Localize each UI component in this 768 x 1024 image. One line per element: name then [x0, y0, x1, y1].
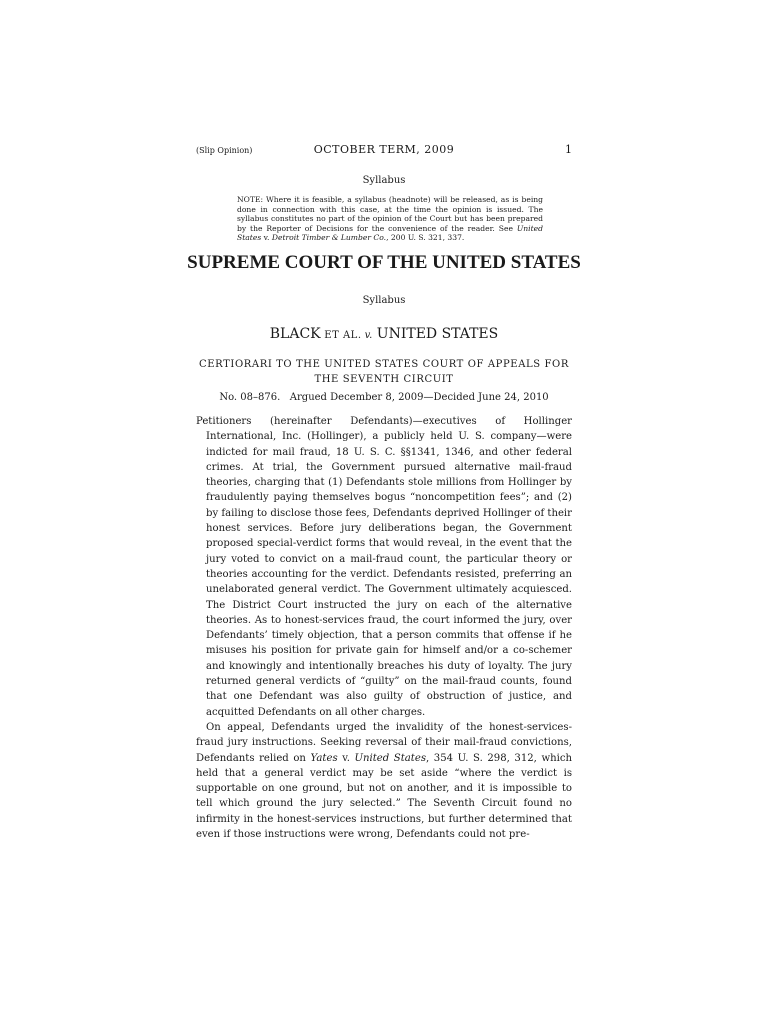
syllabus-body [196, 414, 572, 842]
page-number: 1 [565, 143, 572, 156]
certiorari-line-2: THE SEVENTH CIRCUIT [314, 374, 454, 385]
caption-party-b: UNITED STATES [372, 326, 499, 342]
para2-case-a: Yates [310, 752, 338, 764]
slip-opinion-label: (Slip Opinion) [196, 146, 253, 155]
certiorari-line-1: CERTIORARI TO THE UNITED STATES COURT OF APPEALS FOR [199, 359, 569, 370]
case-caption [0, 326, 768, 342]
syllabus-paragraph-1: Petitioners (hereinafter Defendants)—executives of Hollinger International, Inc. (Hollinger), a publicly held U. S. company—were indicted for mail fraud, 18 U. S. C. §§1341, 1346, and other federal crimes. At trial, the Government pursued alternative mail-fraud theories, charging that (1) Defendants stole millions from Hollinger by fraudulently paying themselves bogus “noncompetition fees”; and (2) by failing to disclose those fees, Defendants deprived Hollinger of their honest services. Before jury deliberations began, the Government proposed special-verdict forms that would reveal, in the event that the jury voted to convict on a mail-fraud count, the particular theory or theories accounting for the verdict. Defendants resisted, preferring an unelaborated general verdict. The Government ultimately acquiesced. The District Court instructed the jury on each of the alternative theories. As to honest-services fraud, the court informed the jury, over Defendants’ timely objection, that a person commits that offense if he misuses his position for private gain for himself and/or a co-schemer and knowingly and intentionally breaches his duty of loyalty. The jury returned general verdicts of “guilty” on the mail-fraud counts, found that one Defendant was also guilty of obstruction of justice, and acquitted Defendants on all other charges. [196, 416, 572, 718]
syllabus-heading: Syllabus [362, 295, 406, 306]
reporter-note [227, 195, 543, 243]
certiorari-line [0, 357, 768, 387]
caption-party-a: BLACK [269, 326, 321, 342]
note-text-a: NOTE: Where it is feasible, a syllabus (headnote) will be released, as is being done in connection with this case, at the time the opinion is issued. The syllabus constitutes no part of the opinion of the Court but has been prepared by the Reporter of Decisions for the convenience of the reader. See [237, 195, 543, 233]
note-case-a: United States [237, 223, 543, 243]
court-title: SUPREME COURT OF THE UNITED STATES [187, 252, 581, 273]
note-v: v. [261, 233, 272, 243]
para2-case-b: United States [354, 752, 427, 764]
para2-v: v. [337, 752, 355, 764]
term-heading: OCTOBER TERM, 2009 [313, 143, 455, 156]
syllabus-heading-top: Syllabus [362, 175, 406, 186]
note-case-b: Detroit Timber & Lumber Co. [271, 233, 387, 243]
note-text-b: , 200 U. S. 321, 337. [386, 233, 465, 243]
caption-et-al: ET AL. [320, 330, 362, 341]
syllabus-paragraph-2 [196, 720, 572, 842]
caption-v: v. [361, 330, 373, 341]
para2-text-a: On appeal, Defendants urged the invalidity of the honest-services-fraud jury instructions. Seeking reversal of their mail-fraud convictions, Defendants relied on [196, 721, 572, 764]
docket-line: No. 08–876. Argued December 8, 2009—Decided June 24, 2010 [219, 392, 549, 403]
para2-text-b: , 354 U. S. 298, 312, which held that a general verdict may be set aside “where the verdict is supportable on one ground, but not on another, and it is impossible to tell which ground the jury selected.” The Seventh Circuit found no infirmity in the honest-services instructions, but further determined that even if those instructions were wrong, Defendants could not pre- [196, 752, 572, 841]
